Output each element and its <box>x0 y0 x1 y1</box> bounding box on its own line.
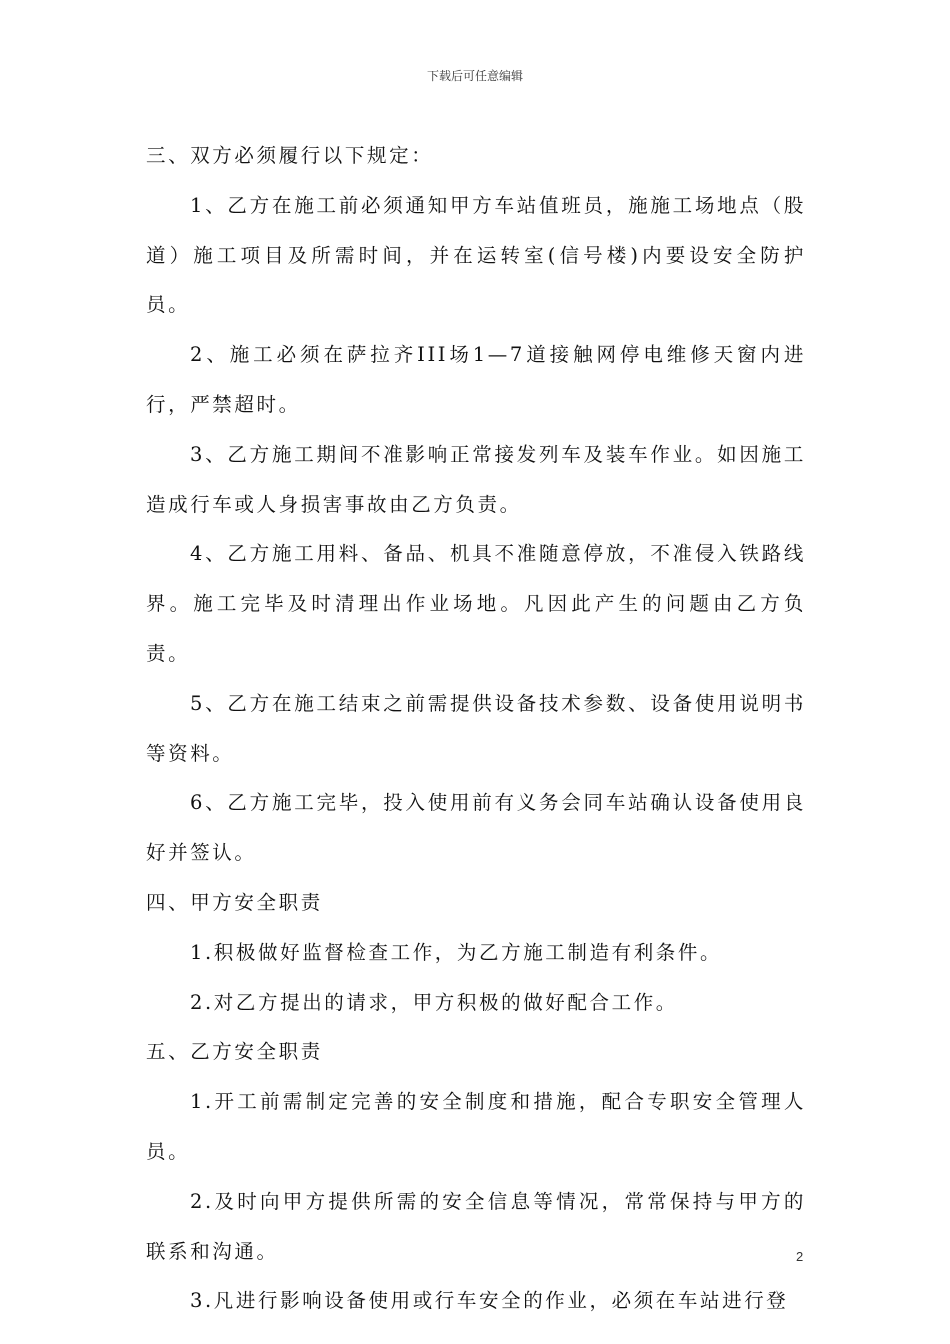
clause-3-4: 4、乙方施工用料、备品、机具不准随意停放，不准侵入铁路线界。施工完毕及时清理出作业场地。凡因此产生的问题由乙方负责。 <box>146 542 806 665</box>
clause-5-2: 2.及时向甲方提供所需的安全信息等情况，常常保持与甲方的联系和沟通。 <box>146 1189 806 1263</box>
clause-3-6: 6、乙方施工完毕，投入使用前有义务会同车站确认设备使用良好并签认。 <box>146 791 806 865</box>
clause-5-1: 1.开工前需制定完善的安全制度和措施，配合专职安全管理人员。 <box>146 1090 806 1163</box>
page-header: 下载后可任意编辑 <box>426 69 523 83</box>
clause-3-5: 5、乙方在施工结束之前需提供设备技术参数、设备使用说明书等资料。 <box>146 691 806 765</box>
clause-3-2: 2、施工必须在萨拉齐III场1—7道接触网停电维修天窗内进行，严禁超时。 <box>146 343 806 416</box>
clause-4-2: 2.对乙方提出的请求，甲方积极的做好配合工作。 <box>190 990 678 1014</box>
document-body <box>146 131 806 1326</box>
clause-3-1: 1、乙方在施工前必须通知甲方车站值班员，施施工场地点（股道）施工项目及所需时间，并在运转室(信号楼)内要设安全防护员。 <box>146 193 806 317</box>
clause-5-3: 3.凡进行影响设备使用或行车安全的作业，必须在车站进行登 <box>190 1289 789 1313</box>
clause-4-1: 1.积极做好监督检查工作，为乙方施工制造有利条件。 <box>190 940 723 964</box>
section-heading-4: 四、甲方安全职责 <box>146 890 323 914</box>
section-heading-5: 五、乙方安全职责 <box>146 1040 323 1064</box>
clause-3-3: 3、乙方施工期间不准影响正常接发列车及装车作业。如因施工造成行车或人身损害事故由乙方负责。 <box>146 442 806 516</box>
page-number: 2 <box>796 1249 804 1264</box>
section-heading-3: 三、双方必须履行以下规定： <box>146 144 434 167</box>
